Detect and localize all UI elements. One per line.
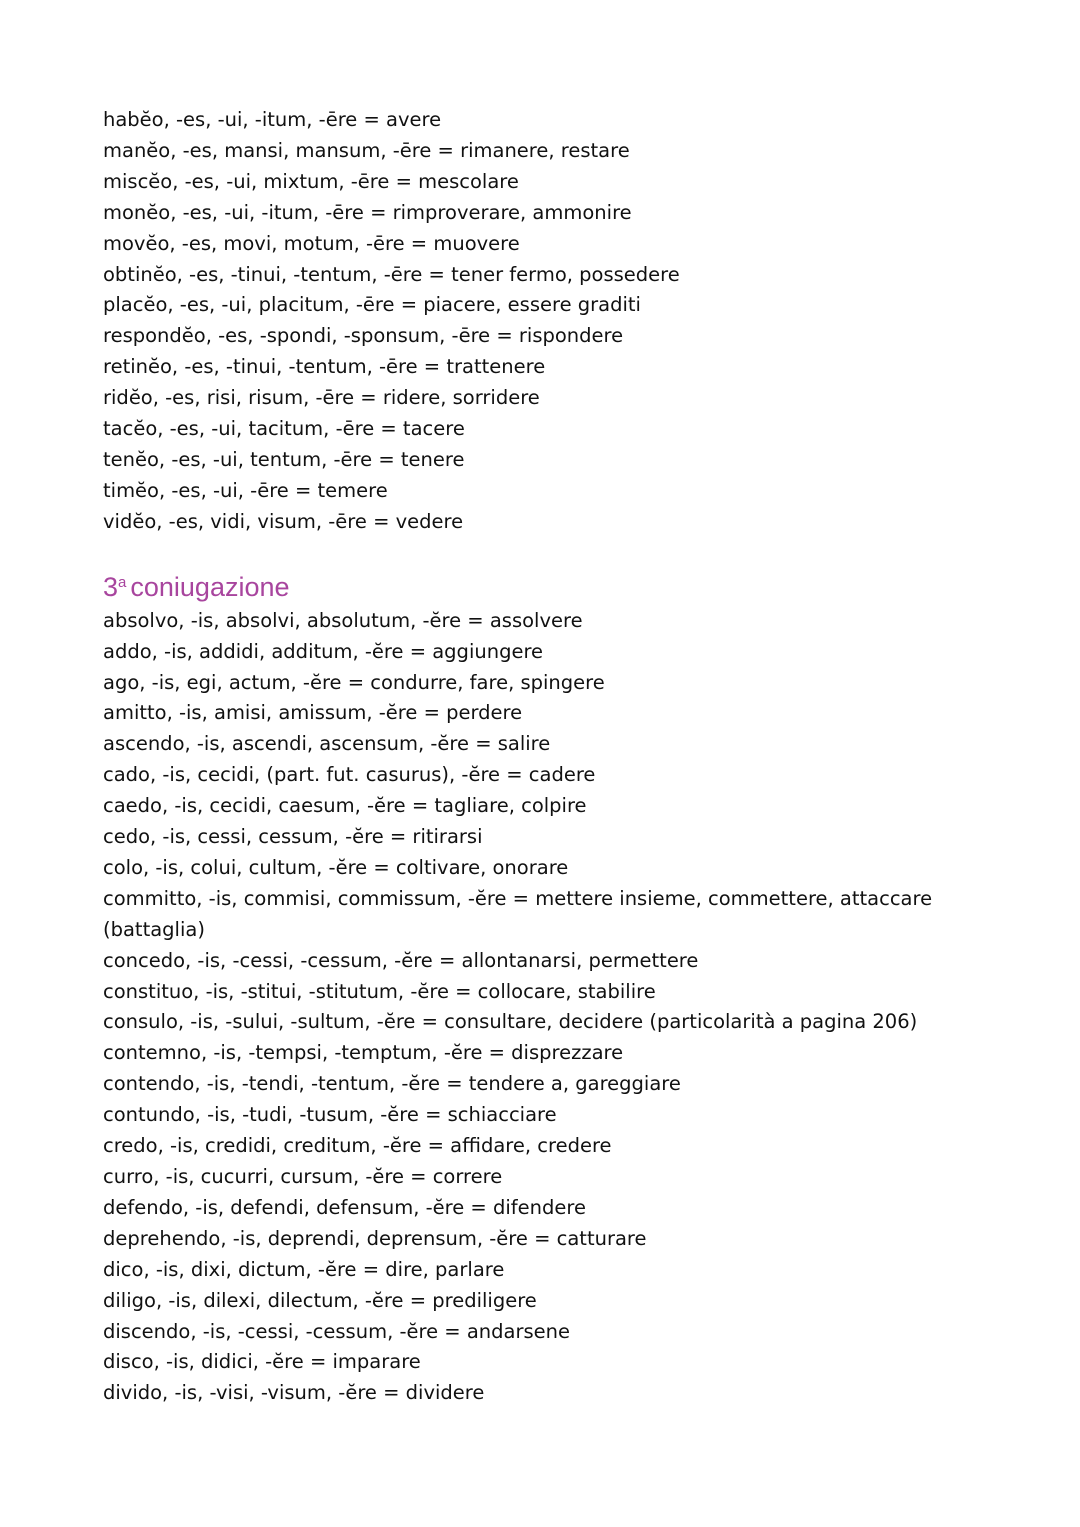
vocab-entry: manĕo, -es, mansi, mansum, -ēre = rimanere, restare	[103, 138, 630, 162]
vocab-entry: colo, -is, colui, cultum, -ĕre = coltivare, onorare	[103, 855, 569, 879]
vocab-entry: contundo, -is, -tudi, -tusum, -ĕre = schiacciare	[103, 1103, 557, 1127]
vocab-entry: cedo, -is, cessi, cessum, -ĕre = ritirarsi	[103, 825, 483, 849]
vocab-entry: ridĕo, -es, risi, risum, -ēre = ridere, sorridere	[103, 386, 540, 410]
vocab-entry: constituo, -is, -stitui, -stitutum, -ĕre = collocare, stabilire	[103, 979, 656, 1003]
vocab-entry: caedo, -is, cecidi, caesum, -ĕre = tagliare, colpire	[103, 794, 587, 818]
vocab-entry: retinĕo, -es, -tinui, -tentum, -ēre = trattenere	[103, 355, 546, 379]
second-conjugation-list	[103, 105, 983, 538]
document-page	[103, 105, 983, 1409]
vocab-entry: consulo, -is, -sului, -sultum, -ĕre = consultare, decidere (particolarità a pagina 206)	[103, 1010, 918, 1034]
vocab-entry: timĕo, -es, -ui, -ēre = temere	[103, 478, 388, 502]
vocab-entry: contendo, -is, -tendi, -tentum, -ĕre = tendere a, gareggiare	[103, 1072, 681, 1096]
vocab-entry: cado, -is, cecidi, (part. fut. casurus), -ĕre = cadere	[103, 763, 596, 787]
vocab-entry: ago, -is, egi, actum, -ĕre = condurre, fare, spingere	[103, 670, 605, 694]
vocab-entry: disco, -is, didici, -ĕre = imparare	[103, 1350, 421, 1374]
vocab-entry: credo, -is, credidi, creditum, -ĕre = affidare, credere	[103, 1134, 612, 1158]
vocab-entry: habĕo, -es, -ui, -itum, -ēre = avere	[103, 108, 442, 131]
vocab-entry: discendo, -is, -cessi, -cessum, -ĕre = andarsene	[103, 1319, 570, 1343]
heading-text: coniugazione	[130, 571, 290, 602]
vocab-entry: monĕo, -es, -ui, -itum, -ēre = rimproverare, ammonire	[103, 200, 632, 224]
vocab-entry: amitto, -is, amisi, amissum, -ĕre = perdere	[103, 701, 523, 725]
vocab-entry: defendo, -is, defendi, defensum, -ĕre = difendere	[103, 1195, 586, 1219]
vocab-entry: movĕo, -es, movi, motum, -ēre = muovere	[103, 231, 520, 255]
vocab-entry: vidĕo, -es, vidi, visum, -ēre = vedere	[103, 509, 464, 533]
vocab-entry: diligo, -is, dilexi, dilectum, -ĕre = prediligere	[103, 1288, 537, 1312]
vocab-entry: committo, -is, commisi, commissum, -ĕre = mettere insieme, commettere, attaccare (battaglia)	[103, 886, 933, 941]
vocab-entry: obtinĕo, -es, -tinui, -tentum, -ēre = tener fermo, possedere	[103, 262, 680, 286]
vocab-entry: addo, -is, addidi, additum, -ĕre = aggiungere	[103, 639, 544, 663]
vocab-entry: absolvo, -is, absolvi, absolutum, -ĕre = assolvere	[103, 608, 583, 632]
vocab-entry: ascendo, -is, ascendi, ascensum, -ĕre = salire	[103, 732, 551, 756]
vocab-entry: respondĕo, -es, -spondi, -sponsum, -ēre = rispondere	[103, 324, 624, 348]
vocab-entry: deprehendo, -is, deprendi, deprensum, -ĕre = catturare	[103, 1226, 647, 1250]
vocab-entry: miscĕo, -es, -ui, mixtum, -ēre = mescolare	[103, 169, 519, 193]
section-heading-third-conjugation	[103, 566, 983, 604]
vocab-entry: placĕo, -es, -ui, placitum, -ēre = piacere, essere graditi	[103, 293, 641, 317]
vocab-entry: tenĕo, -es, -ui, tentum, -ēre = tenere	[103, 447, 465, 471]
heading-number: 3	[103, 571, 119, 602]
heading-superscript: a	[118, 573, 127, 591]
vocab-entry: dico, -is, dixi, dictum, -ĕre = dire, parlare	[103, 1257, 505, 1281]
vocab-entry: contemno, -is, -tempsi, -temptum, -ĕre = disprezzare	[103, 1041, 624, 1065]
vocab-entry: concedo, -is, -cessi, -cessum, -ĕre = allontanarsi, permettere	[103, 948, 699, 972]
vocab-entry: tacĕo, -es, -ui, tacitum, -ēre = tacere	[103, 417, 465, 441]
third-conjugation-list	[103, 606, 983, 1410]
vocab-entry: curro, -is, cucurri, cursum, -ĕre = correre	[103, 1165, 503, 1188]
vocab-entry: divido, -is, -visi, -visum, -ĕre = dividere	[103, 1381, 485, 1405]
